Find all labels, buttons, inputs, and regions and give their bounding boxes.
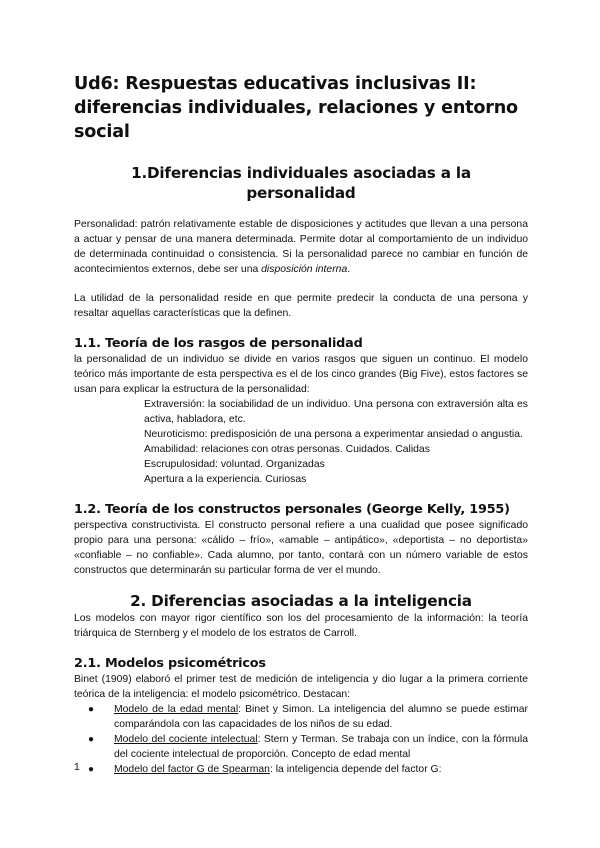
model-label: Modelo de la edad mental xyxy=(114,704,239,715)
model-text: : Stern y Terman. Se trabaja con un índice, con la fórmula del cociente intelectual de proporción. Concepto de edad mental xyxy=(114,734,528,760)
model-text: : Binet y Simon. La inteligencia del alumno se puede estimar comparándola con las capacidades de los niños de su edad. xyxy=(114,704,528,730)
intelligence-text: Los modelos con mayor rigor científico son los del procesamiento de la información: la teoría triárquica de Sternberg y el modelo de los estratos de Carroll. xyxy=(74,613,528,639)
traits-intro: la personalidad de un individuo se divide en varios rasgos que siguen un continuo. El modelo teórico más importante de esta perspectiva es el de los cinco grandes (Big Five), estos factores se usan para explicar la estructura de la personalidad: xyxy=(74,354,528,395)
traits-list xyxy=(144,397,528,487)
model-label: Modelo del factor G de Spearman xyxy=(114,764,270,775)
list-item xyxy=(74,702,528,732)
bullet-icon: ● xyxy=(88,734,95,745)
psychometric-intro: Binet (1909) elaboró el primer test de medición de inteligencia y dio lugar a la primera corriente teórica de la inteligencia: el modelo psicométrico. Destacan: xyxy=(74,674,528,700)
trait-neuroticism: Neuroticismo: predisposición de una persona a experimentar ansiedad o angustia. xyxy=(144,429,523,440)
list-item xyxy=(74,732,528,762)
section-1-heading: 1.Diferencias individuales asociadas a la personalidad xyxy=(131,164,471,202)
trait-conscientiousness: Escrupulosidad: voluntad. Organizadas xyxy=(144,459,325,470)
section-1-1-heading: 1.1. Teoría de los rasgos de personalidad xyxy=(74,336,363,351)
psychometric-models-list xyxy=(74,702,528,777)
constructs-text: perspectiva constructivista. El constructo personal refiere a una cualidad que posee significado propio para una persona: «cálido – frío», «amable – antipático», «deportista – no deportista» «confiable – no confiable». Cada alumno, por tanto, contará con un número variable de estos constructos que determinarán su particular forma de ver el mundo. xyxy=(74,520,528,576)
bullet-icon: ● xyxy=(88,704,95,715)
personality-utility: La utilidad de la personalidad reside en que permite predecir la conducta de una persona y resaltar aquellas características que la definen. xyxy=(74,293,528,319)
trait-agreeableness: Amabilidad: relaciones con otras personas. Cuidados. Calidas xyxy=(144,444,430,455)
personality-definition-emphasis: disposición interna xyxy=(261,264,348,275)
personality-definition xyxy=(74,217,528,277)
document-title: Ud6: Respuestas educativas inclusivas II: diferencias individuales, relaciones y entorno social xyxy=(74,74,518,142)
model-text: : la inteligencia depende del factor G: xyxy=(269,764,442,775)
section-2-1-heading: 2.1. Modelos psicométricos xyxy=(74,656,266,671)
personality-definition-end: . xyxy=(347,264,351,275)
model-label: Modelo del cociente intelectual xyxy=(114,734,258,745)
section-1-2-heading: 1.2. Teoría de los constructos personales (George Kelly, 1955) xyxy=(74,502,510,517)
list-item xyxy=(74,762,528,777)
page-number: 1 xyxy=(74,762,80,773)
document-page xyxy=(74,72,528,777)
trait-openness: Apertura a la experiencia. Curiosas xyxy=(144,474,307,485)
personality-definition-text: Personalidad: patrón relativamente estable de disposiciones y actitudes que llevan a una persona a actuar y pensar de una manera determinada. Permite dotar al comportamiento de un individuo de determinada continuidad o consistencia. Si la personalidad parece no cambiar en función de acontecimientos externos, debe ser una xyxy=(74,219,528,275)
section-2-heading: 2. Diferencias asociadas a la inteligencia xyxy=(130,592,472,610)
bullet-icon: ● xyxy=(88,764,95,775)
trait-extraversion: Extraversión: la sociabilidad de un individuo. Una persona con extraversión alta es activa, habladora, etc. xyxy=(144,399,528,425)
